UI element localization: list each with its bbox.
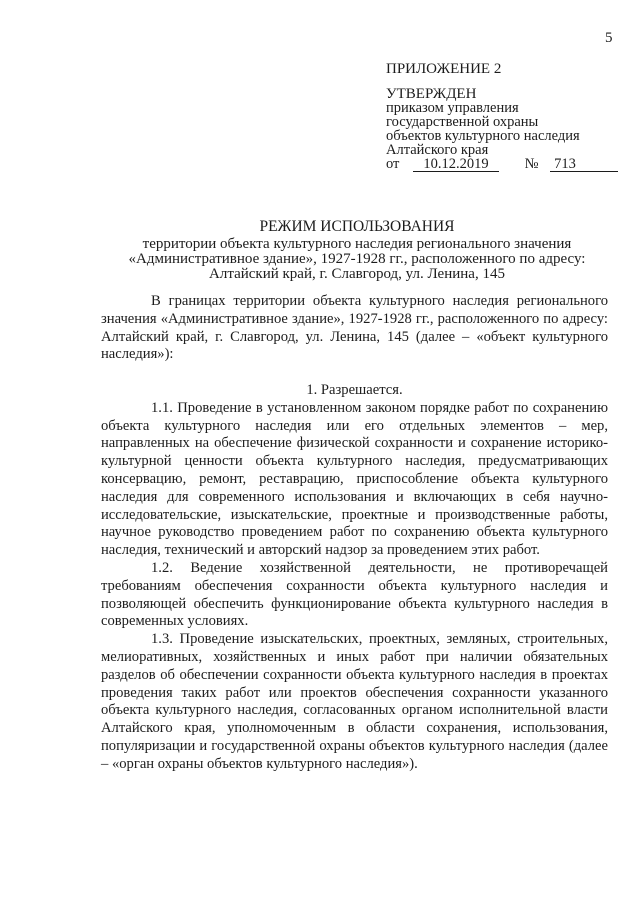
section-block [101, 382, 608, 774]
approved-label: УТВЕРЖДЕН [386, 86, 477, 102]
order-number: 713 [550, 157, 618, 172]
order-line [386, 157, 626, 172]
document-heading [112, 219, 602, 282]
appendix-label: ПРИЛОЖЕНИЕ 2 [386, 61, 502, 77]
from-label: от [386, 156, 400, 172]
list-item: 1.1. Проведение в установленном законом порядке работ по сохранению объекта культурного наследия или его отдельных элементов – мер, направленных на обеспечение физической сохранности и сохранение историко-культурной ценности объекта культурного наследия, предусматривающих консервацию, ремонт, реставрацию, приспособление объекта культурного наследия для современного использования и включающих в себя научно-исследовательские, изыскательские, проектные и производственные работы, научное руководство проведением работ по сохранению объекта культурного наследия, технический и авторский надзор за проведением этих работ. [101, 399, 608, 559]
list-item: 1.3. Проведение изыскательских, проектных, земляных, строительных, мелиоративных, хозяйственных и иных работ при наличии обязательных разделов об обеспечении сохранности объекта культурного наследия в проектах проведения таких работ или проектов обеспечения сохранности указанного объекта культурного наследия, согласованных органом исполнительной власти Алтайского края, уполномоченным в области сохранения, использования, популяризации и государственной охраны объектов культурного наследия (далее – «орган охраны объектов культурного наследия»). [101, 631, 608, 772]
approval-block [386, 62, 626, 172]
document-title: РЕЖИМ ИСПОЛЬЗОВАНИЯ [259, 218, 455, 235]
number-label: № [524, 156, 539, 172]
approval-line: приказом управления [386, 100, 519, 116]
intro-paragraph: В границах территории объекта культурного наследия регионального значения «Административное здание», 1927-1928 гг., расположенного по адресу: Алтайский край, г. Славгород, ул. Ленина, 145 (далее – «объект культурного наследия»): [101, 293, 608, 363]
list-item: 1.2. Ведение хозяйственной деятельности, не противоречащей требованиям обеспечения сохранности объекта культурного наследия и позволяющей обеспечить функционирование объекта культурного наследия в современных условиях. [101, 559, 608, 630]
approval-line: Алтайского края [386, 142, 489, 158]
intro-paragraph-block [101, 293, 608, 364]
page-number: 5 [605, 30, 613, 46]
heading-line: Алтайский край, г. Славгород, ул. Ленина, 145 [209, 266, 505, 282]
heading-line: территории объекта культурного наследия регионального значения [142, 236, 572, 252]
order-date: 10.12.2019 [413, 157, 499, 172]
approval-line: объектов культурного наследия [386, 128, 580, 144]
heading-line: «Административное здание», 1927-1928 гг., расположенного по адресу: [128, 251, 586, 267]
approval-line: государственной охраны [386, 114, 539, 130]
section-title: 1. Разрешается. [306, 382, 403, 398]
